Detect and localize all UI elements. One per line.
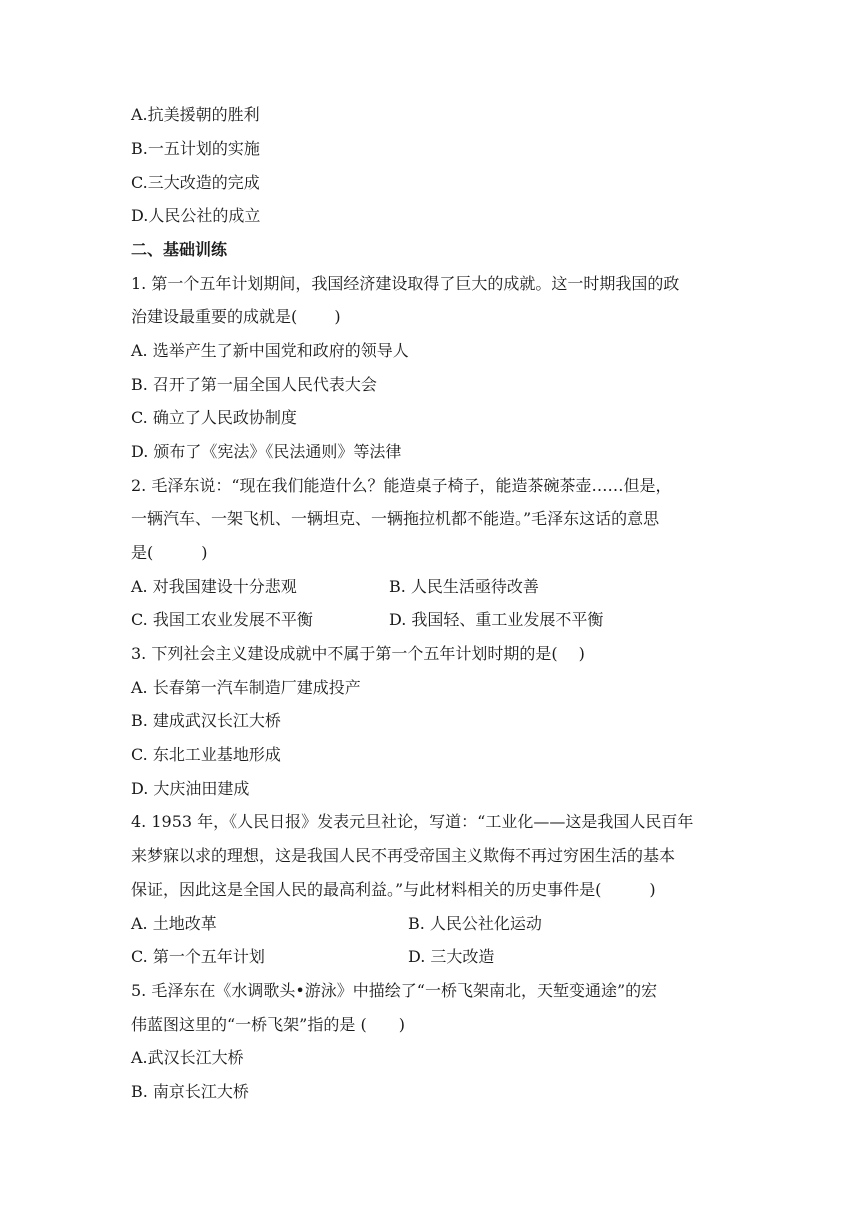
prev-option-a: A.抗美援朝的胜利 (131, 105, 260, 124)
q5-option-a: A.武汉长江大桥 (131, 1048, 244, 1067)
q2-option-c: C. 我国工农业发展不平衡 (131, 610, 313, 629)
q1-option-b: B. 召开了第一届全国人民代表大会 (131, 375, 377, 394)
q2-stem-line2: 一辆汽车、一架飞机、一辆坦克、一辆拖拉机都不能造。”毛泽东这话的意思 (131, 509, 660, 528)
q1-option-d: D. 颁布了《宪法》《民法通则》等法律 (131, 442, 402, 461)
q3-option-a: A. 长春第一汽车制造厂建成投产 (131, 678, 361, 697)
q1-option-a: A. 选举产生了新中国党和政府的领导人 (131, 341, 409, 360)
q2-options-row2 (131, 610, 604, 630)
prev-option-c: C.三大改造的完成 (131, 173, 260, 192)
prev-option-b: B.一五计划的实施 (131, 139, 260, 158)
q4-option-c: C. 第一个五年计划 (131, 947, 265, 966)
q2-stem-line3: 是( ) (131, 543, 208, 562)
q1-option-c: C. 确立了人民政协制度 (131, 408, 297, 427)
q2-option-a: A. 对我国建设十分悲观 (131, 577, 297, 596)
q4-options-row1 (131, 914, 542, 934)
q2-option-b: B. 人民生活亟待改善 (389, 577, 539, 596)
prev-option-d: D.人民公社的成立 (131, 206, 261, 225)
q3-stem-line1: 3. 下列社会主义建设成就中不属于第一个五年计划时期的是( ) (131, 644, 585, 663)
q4-option-a: A. 土地改革 (131, 914, 217, 933)
q3-option-b: B. 建成武汉长江大桥 (131, 711, 281, 730)
q1-stem-line2: 治建设最重要的成就是( ) (131, 307, 341, 326)
q2-stem-line1: 2. 毛泽东说：“现在我们能造什么？能造桌子椅子，能造茶碗茶壶……但是， (131, 476, 672, 495)
q3-option-d: D. 大庆油田建成 (131, 779, 250, 798)
q4-options-row2 (131, 947, 495, 967)
q2-options-row1 (131, 577, 539, 597)
q4-stem-line2: 来梦寐以求的理想，这是我国人民不再受帝国主义欺侮不再过穷困生活的基本 (131, 846, 676, 865)
q4-option-d: D. 三大改造 (408, 947, 495, 966)
q4-option-b: B. 人民公社化运动 (408, 914, 542, 933)
q5-option-b: B. 南京长江大桥 (131, 1082, 249, 1101)
q5-stem-line1: 5. 毛泽东在《水调歌头•游泳》中描绘了“一桥飞架南北，天堑变通途”的宏 (131, 981, 658, 1000)
q1-stem-line1: 1. 第一个五年计划期间，我国经济建设取得了巨大的成就。这一时期我国的政 (131, 274, 680, 293)
q2-option-d: D. 我国轻、重工业发展不平衡 (389, 610, 604, 629)
q4-stem-line3: 保证，因此这是全国人民的最高利益。”与此材料相关的历史事件是( ) (131, 880, 656, 899)
q3-option-c: C. 东北工业基地形成 (131, 745, 281, 764)
q5-stem-line2: 伟蓝图这里的“一桥飞架”指的是 ( ) (131, 1015, 405, 1034)
q4-stem-line1: 4. 1953 年，《人民日报》发表元旦社论，写道：“工业化——这是我国人民百年 (131, 812, 694, 831)
section-title: 二、基础训练 (131, 240, 228, 259)
